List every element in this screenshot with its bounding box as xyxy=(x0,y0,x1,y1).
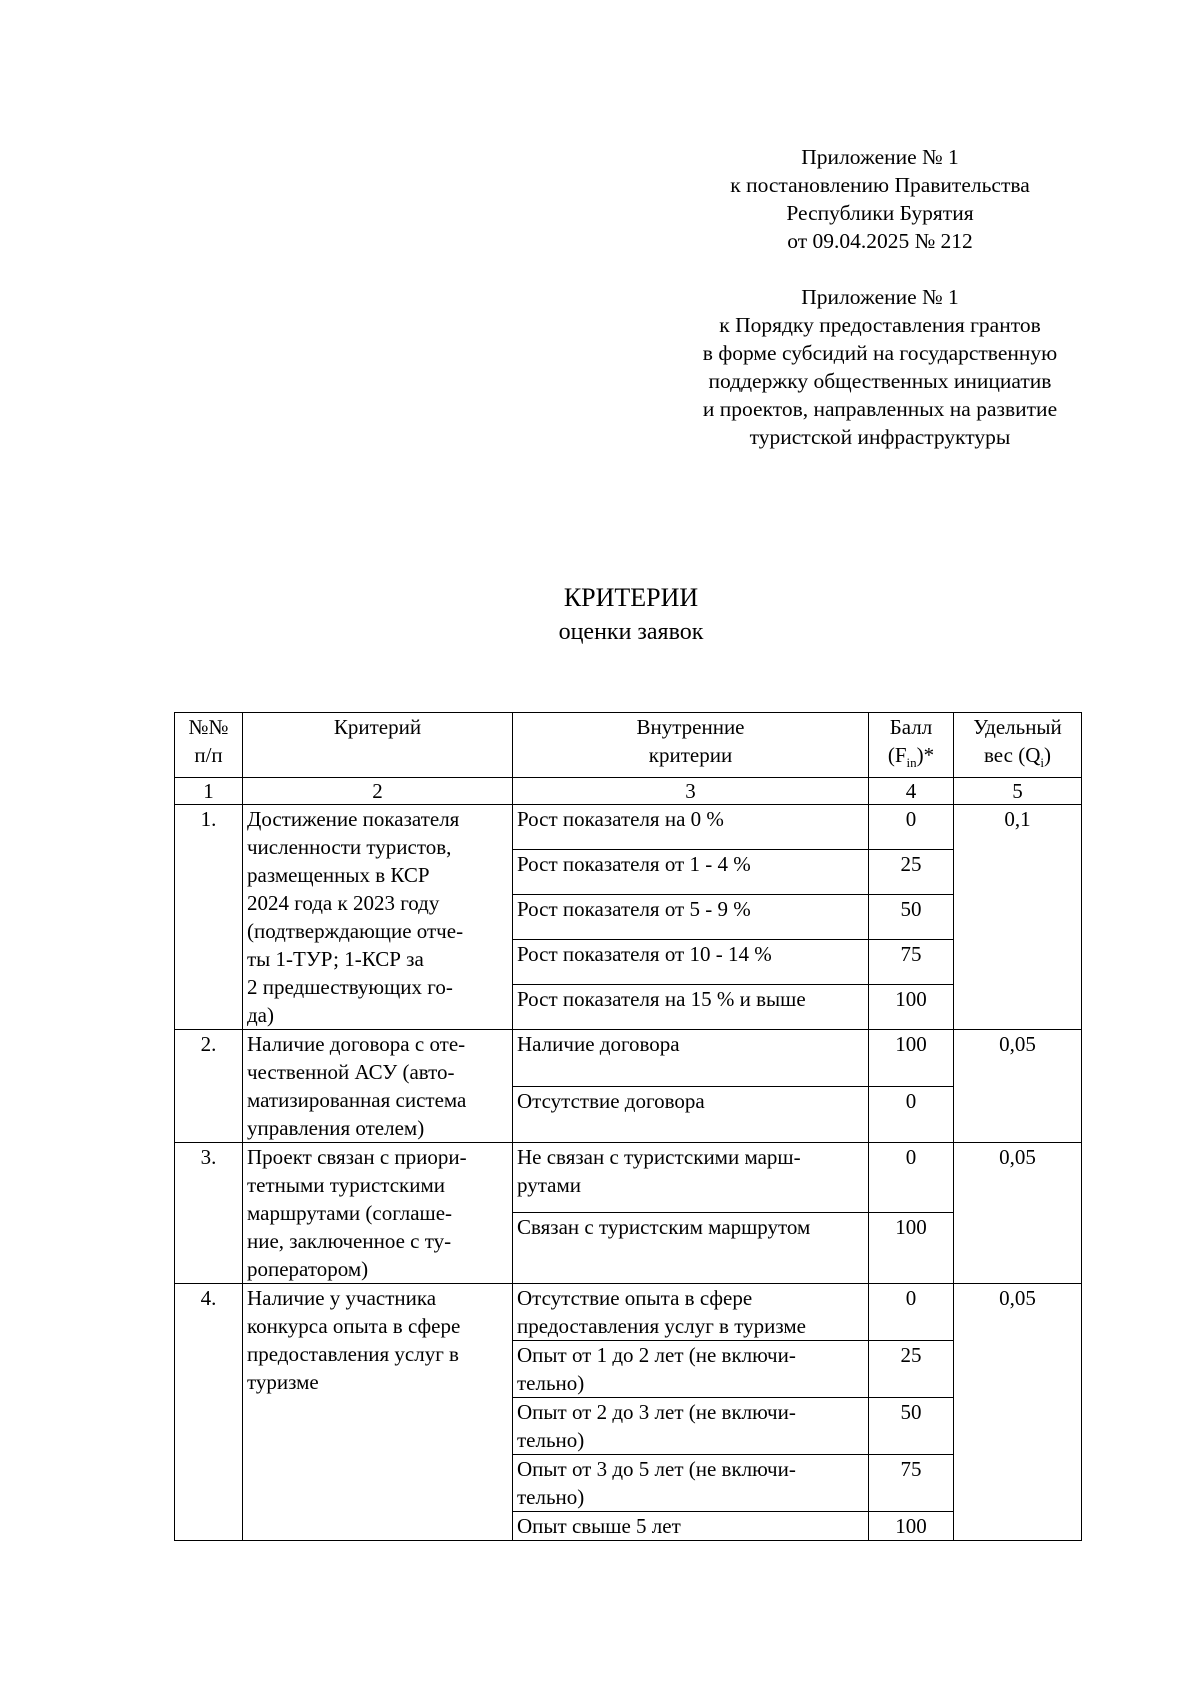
table-row xyxy=(175,1030,1082,1087)
appendix-line: туристской инфраструктуры xyxy=(749,425,1011,449)
inner-criterion-line: предоставления услуг в туризме xyxy=(517,1314,806,1339)
table-row xyxy=(175,1143,1082,1213)
appendix-line: к постановлению Правительства xyxy=(730,173,1030,197)
header-num-line: п/п xyxy=(194,743,223,767)
appendix-government-decree xyxy=(660,143,1100,255)
inner-criterion-line: Опыт от 3 до 5 лет (не включи- xyxy=(517,1457,796,1482)
header-weight-suffix: ) xyxy=(1044,743,1051,767)
criterion-cell xyxy=(243,1030,513,1143)
header-weight-subscript: i xyxy=(1040,755,1044,771)
row-number: 3. xyxy=(175,1143,243,1284)
header-num-line: №№ xyxy=(188,715,229,739)
header-criterion: Критерий xyxy=(243,713,513,778)
inner-criterion-line: Рост показателя от 5 - 9 % xyxy=(517,897,751,922)
criterion-line: Проект связан с приори- xyxy=(247,1145,467,1170)
inner-criterion-cell xyxy=(513,1086,869,1143)
inner-criterion-cell xyxy=(513,1455,869,1512)
header-inner-criteria xyxy=(513,713,869,778)
criterion-line: конкурса опыта в сфере xyxy=(247,1314,461,1339)
inner-criterion-line: тельно) xyxy=(517,1371,585,1396)
header-weight-line: Удельный xyxy=(973,715,1062,739)
weight-cell: 0,05 xyxy=(954,1284,1082,1541)
header-inner-line: Внутренние xyxy=(636,715,745,739)
criterion-line: ние, заключенное с ту- xyxy=(247,1229,452,1254)
header-num xyxy=(175,713,243,778)
criteria-table xyxy=(174,712,1082,1541)
weight-cell: 0,1 xyxy=(954,805,1082,1030)
appendix-line: и проектов, направленных на развитие xyxy=(702,397,1058,421)
score-cell: 0 xyxy=(869,1143,954,1213)
criterion-line: маршрутами (соглаше- xyxy=(247,1201,453,1226)
criterion-line: численности туристов, xyxy=(247,835,452,860)
inner-criterion-line: Рост показателя на 15 % и выше xyxy=(517,987,806,1012)
criterion-line: Достижение показателя xyxy=(247,807,460,832)
row-number: 1. xyxy=(175,805,243,1030)
inner-criterion-line: Опыт от 1 до 2 лет (не включи- xyxy=(517,1343,796,1368)
appendix-line: Приложение № 1 xyxy=(801,145,959,169)
header-score xyxy=(869,713,954,778)
inner-criterion-line: Опыт от 2 до 3 лет (не включи- xyxy=(517,1400,796,1425)
column-number: 1 xyxy=(175,778,243,805)
inner-criterion-line: Рост показателя на 0 % xyxy=(517,807,724,832)
header-score-suffix: )* xyxy=(916,743,935,767)
inner-criterion-line: Рост показателя от 1 - 4 % xyxy=(517,852,751,877)
inner-criterion-cell xyxy=(513,1143,869,1213)
criterion-line: тетными туристскими xyxy=(247,1173,445,1198)
appendix-grant-procedure xyxy=(660,283,1100,451)
appendix-line: к Порядку предоставления грантов xyxy=(719,313,1041,337)
table-header-row xyxy=(175,713,1082,778)
appendix-line: Республики Бурятия xyxy=(786,201,974,225)
inner-criterion-cell xyxy=(513,1398,869,1455)
inner-criterion-line: тельно) xyxy=(517,1485,585,1510)
inner-criterion-cell xyxy=(513,1030,869,1087)
score-cell: 0 xyxy=(869,1284,954,1341)
inner-criterion-line: Опыт свыше 5 лет xyxy=(517,1514,681,1539)
inner-criterion-cell xyxy=(513,1284,869,1341)
column-number-row xyxy=(175,778,1082,805)
column-number: 5 xyxy=(954,778,1082,805)
header-inner-line: критерии xyxy=(648,743,733,767)
score-cell: 0 xyxy=(869,805,954,850)
row-number: 2. xyxy=(175,1030,243,1143)
appendix-line: поддержку общественных инициатив xyxy=(708,369,1052,393)
inner-criterion-cell xyxy=(513,985,869,1030)
criterion-line: ты 1-ТУР; 1-КСР за xyxy=(247,947,424,972)
inner-criterion-cell xyxy=(513,1512,869,1541)
criterion-line: размещенных в КСР xyxy=(247,863,430,888)
weight-cell: 0,05 xyxy=(954,1030,1082,1143)
appendix-line: в форме субсидий на государственную xyxy=(702,341,1058,365)
criterion-cell xyxy=(243,1284,513,1541)
score-cell: 100 xyxy=(869,985,954,1030)
score-cell: 25 xyxy=(869,1341,954,1398)
score-cell: 100 xyxy=(869,1030,954,1087)
criterion-line: 2 предшествующих го- xyxy=(247,975,453,1000)
header-score-prefix: (F xyxy=(887,743,907,767)
table-row xyxy=(175,1284,1082,1341)
inner-criterion-cell xyxy=(513,805,869,850)
score-cell: 25 xyxy=(869,850,954,895)
criterion-line: туризме xyxy=(247,1370,319,1395)
criterion-line: да) xyxy=(247,1003,274,1028)
criterion-line: 2024 года к 2023 году xyxy=(247,891,440,916)
score-cell: 75 xyxy=(869,940,954,985)
score-cell: 0 xyxy=(869,1086,954,1143)
weight-cell: 0,05 xyxy=(954,1143,1082,1284)
score-cell: 75 xyxy=(869,1455,954,1512)
inner-criterion-cell xyxy=(513,1213,869,1284)
criterion-cell xyxy=(243,1143,513,1284)
criterion-cell xyxy=(243,805,513,1030)
score-cell: 100 xyxy=(869,1512,954,1541)
inner-criterion-cell xyxy=(513,940,869,985)
inner-criterion-line: Рост показателя от 10 - 14 % xyxy=(517,942,772,967)
inner-criterion-line: Отсутствие договора xyxy=(517,1088,705,1113)
inner-criterion-line: тельно) xyxy=(517,1428,585,1453)
column-number: 4 xyxy=(869,778,954,805)
table-row xyxy=(175,805,1082,850)
inner-criterion-cell xyxy=(513,895,869,940)
column-number: 2 xyxy=(243,778,513,805)
inner-criterion-line: Отсутствие опыта в сфере xyxy=(517,1286,753,1311)
score-cell: 50 xyxy=(869,895,954,940)
header-weight-prefix: вес (Q xyxy=(984,743,1041,767)
criterion-line: роператором) xyxy=(247,1257,369,1282)
score-cell: 100 xyxy=(869,1213,954,1284)
criterion-line: предоставления услуг в xyxy=(247,1342,459,1367)
criterion-line: управления отелем) xyxy=(247,1116,425,1141)
header-weight xyxy=(954,713,1082,778)
column-number: 3 xyxy=(513,778,869,805)
inner-criterion-cell xyxy=(513,1341,869,1398)
row-number: 4. xyxy=(175,1284,243,1541)
inner-criterion-line: рутами xyxy=(517,1173,582,1198)
inner-criterion-cell xyxy=(513,850,869,895)
header-score-line: Балл xyxy=(889,715,933,739)
appendix-line: Приложение № 1 xyxy=(801,285,959,309)
score-cell: 50 xyxy=(869,1398,954,1455)
document-subtitle: оценки заявок xyxy=(558,619,704,645)
criterion-line: матизированная система xyxy=(247,1088,467,1113)
criterion-line: чественной АСУ (авто- xyxy=(247,1060,455,1085)
criterion-line: Наличие у участника xyxy=(247,1286,437,1311)
inner-criterion-line: Не связан с туристскими марш- xyxy=(517,1145,801,1170)
criterion-line: (подтверждающие отче- xyxy=(247,919,464,944)
appendix-line: от 09.04.2025 № 212 xyxy=(787,229,973,253)
criterion-line: Наличие договора с оте- xyxy=(247,1032,466,1057)
document-title: КРИТЕРИИ xyxy=(563,583,699,612)
header-score-subscript: in xyxy=(906,755,917,771)
inner-criterion-line: Наличие договора xyxy=(517,1032,680,1057)
inner-criterion-line: Связан с туристским маршрутом xyxy=(517,1215,811,1240)
